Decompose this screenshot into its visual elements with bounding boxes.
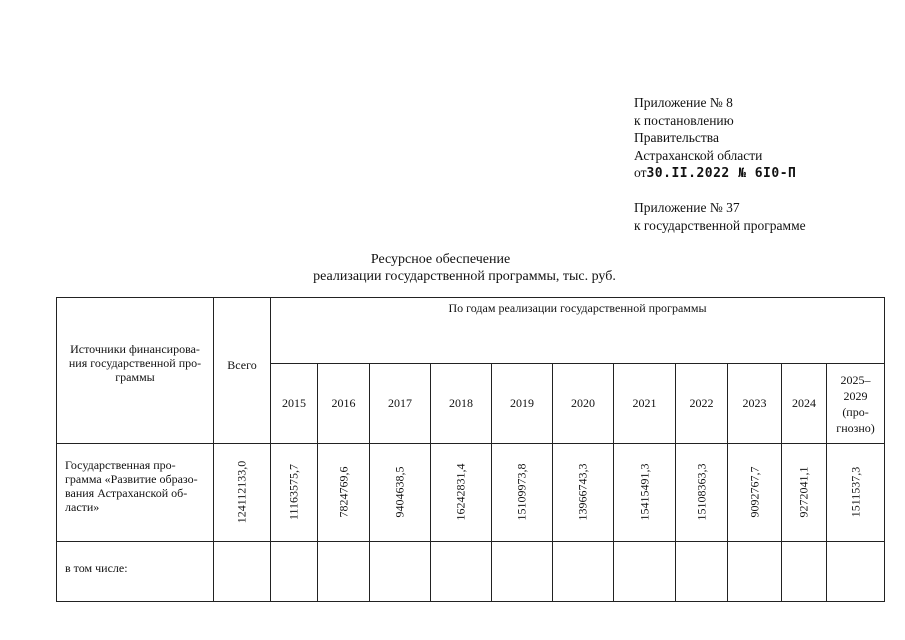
program-row bbox=[57, 444, 885, 542]
value-text: 15415491,3 bbox=[637, 463, 651, 521]
value-cell bbox=[553, 444, 614, 542]
empty-cell bbox=[318, 542, 370, 602]
year-cell: 2022 bbox=[676, 364, 728, 444]
year-cell: 2017 bbox=[370, 364, 431, 444]
value-text: 9404638,5 bbox=[392, 466, 407, 518]
decree-prefix: от bbox=[634, 165, 647, 180]
empty-cell bbox=[431, 542, 492, 602]
decree-line bbox=[634, 164, 796, 183]
year-cell: 2021 bbox=[614, 364, 676, 444]
appendix-8-line: Правительства bbox=[634, 130, 719, 145]
empty-cell bbox=[214, 542, 271, 602]
including-label: в том числе: bbox=[57, 542, 214, 602]
appendix-8-line: к постановлению bbox=[634, 112, 734, 128]
header-row bbox=[57, 298, 885, 364]
program-label: Государственная про-грамма «Развитие образо-вания Астраханской об-ласти» bbox=[57, 444, 214, 542]
empty-cell bbox=[492, 542, 553, 602]
empty-cell bbox=[614, 542, 676, 602]
value-text: 9092767,7 bbox=[747, 466, 761, 518]
value-cell bbox=[318, 444, 370, 542]
resource-table bbox=[56, 297, 885, 602]
empty-cell bbox=[676, 542, 728, 602]
value-cell bbox=[614, 444, 676, 542]
year-cell-forecast bbox=[827, 364, 885, 444]
value-cell bbox=[827, 444, 885, 542]
empty-cell bbox=[782, 542, 827, 602]
appendix-8-line: Приложение № 8 bbox=[634, 95, 733, 110]
year-cell: 2015 bbox=[271, 364, 318, 444]
appendix-37-block bbox=[634, 199, 806, 234]
total-header: Всего bbox=[214, 298, 271, 444]
year-cell: 2018 bbox=[431, 364, 492, 444]
source-header: Источники финансирова-ния государственной про-граммы bbox=[57, 298, 214, 444]
value-cell bbox=[271, 444, 318, 542]
value-text: 15109973,8 bbox=[514, 463, 529, 521]
value-cell bbox=[782, 444, 827, 542]
year-cell: 2016 bbox=[318, 364, 370, 444]
years-header: По годам реализации государственной программы bbox=[271, 298, 885, 364]
subtotal-row bbox=[57, 542, 885, 602]
empty-cell bbox=[370, 542, 431, 602]
program-total-cell bbox=[214, 444, 271, 542]
value-cell bbox=[492, 444, 553, 542]
forecast-line: (про- bbox=[842, 404, 869, 419]
value-text: 15108363,3 bbox=[694, 463, 708, 521]
value-text: 7824769,6 bbox=[336, 466, 350, 518]
value-cell bbox=[676, 444, 728, 542]
value-text: 11163575,7 bbox=[286, 463, 301, 521]
value-cell bbox=[431, 444, 492, 542]
empty-cell bbox=[728, 542, 782, 602]
value-text: 16242831,4 bbox=[453, 463, 468, 521]
program-total: 124112133,0 bbox=[234, 460, 249, 524]
year-cell: 2019 bbox=[492, 364, 553, 444]
appendix-37-line: Приложение № 37 bbox=[634, 200, 740, 215]
decree-stamp: 30.II.2022 № 6I0-П bbox=[646, 166, 797, 181]
year-cell: 2023 bbox=[728, 364, 782, 444]
empty-cell bbox=[553, 542, 614, 602]
year-cell: 2024 bbox=[782, 364, 827, 444]
year-cell: 2020 bbox=[553, 364, 614, 444]
value-cell bbox=[728, 444, 782, 542]
appendix-37-line: к государственной программе bbox=[634, 217, 806, 233]
document-title: Ресурсное обеспечение bbox=[370, 252, 511, 267]
empty-cell bbox=[827, 542, 885, 602]
value-text: 9272041,1 bbox=[796, 466, 811, 518]
forecast-line: 2029 bbox=[843, 388, 868, 403]
document-subtitle: реализации государственной программы, тыс. руб. bbox=[313, 269, 616, 284]
value-cell bbox=[370, 444, 431, 542]
forecast-line: 2025– bbox=[840, 372, 871, 387]
empty-cell bbox=[271, 542, 318, 602]
value-text: 1511537,3 bbox=[848, 466, 863, 518]
appendix-8-block bbox=[634, 94, 796, 183]
value-text: 13966743,3 bbox=[575, 463, 590, 521]
forecast-line: гнозно) bbox=[836, 420, 875, 435]
appendix-8-line: Астраханской области bbox=[634, 147, 763, 163]
